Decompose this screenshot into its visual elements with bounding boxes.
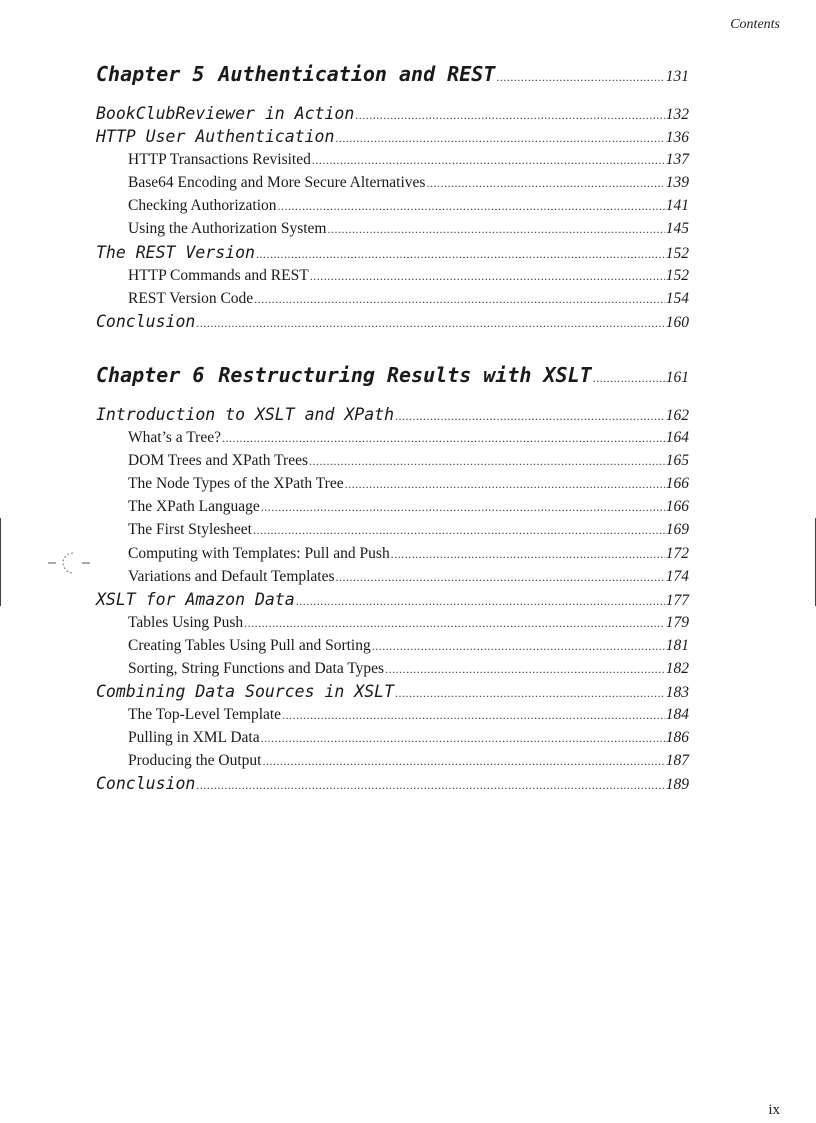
toc-entry[interactable] [96,680,689,703]
toc-subentry[interactable] [96,611,689,634]
toc-entry[interactable] [96,102,689,125]
dot-leader [372,635,665,658]
entry-page-number: 182 [665,659,689,677]
registration-mark [46,549,92,577]
dot-leader [593,371,665,386]
dot-leader [335,127,664,150]
entry-page-number: 166 [665,475,689,493]
toc-subentry[interactable] [96,703,689,726]
dot-leader [296,590,665,613]
toc-subentry[interactable] [96,518,689,541]
dot-leader [310,265,665,288]
entry-title: HTTP Transactions Revisited [128,151,311,169]
chapter-title: Authentication and REST [218,62,496,86]
toc-subentry[interactable] [96,565,689,588]
dot-leader [385,658,665,681]
entry-title: The XPath Language [128,498,260,516]
dot-leader [222,427,665,450]
toc-subentry[interactable] [96,542,689,565]
entry-page-number: 132 [665,106,689,123]
toc-subentry[interactable] [96,749,689,772]
entry-page-number: 136 [665,129,689,147]
entry-title: REST Version Code [128,289,254,307]
dot-leader [244,612,665,635]
entry-title: BookClubReviewer in Action [96,104,355,123]
dot-leader [261,496,665,519]
entry-page-number: 174 [665,567,689,585]
dot-leader [496,70,664,85]
entry-title: Variations and Default Templates [128,567,335,585]
entry-page-number: 141 [665,197,689,215]
entry-page-number: 165 [665,452,689,470]
entry-title: Using the Authorization System [128,220,327,238]
dot-leader [327,218,664,241]
entry-page-number: 160 [665,313,689,331]
entry-page-number: 164 [665,429,689,447]
entry-title: Pulling in XML Data [128,729,260,747]
entry-title: XSLT for Amazon Data [96,589,295,609]
entry-page-number: 189 [665,776,689,794]
entry-title: Introduction to XSLT and XPath [96,404,395,424]
entry-page-number: 179 [665,613,689,631]
toc-entry[interactable] [96,125,689,148]
entry-page-number: 162 [665,406,689,424]
toc-entry[interactable] [96,772,689,795]
entry-title: Base64 Encoding and More Secure Alternatives [128,174,426,192]
dot-leader [355,104,664,127]
toc-entry[interactable] [96,588,689,611]
entry-title: HTTP Commands and REST [128,266,309,284]
entry-page-number: 152 [665,266,689,284]
crop-mark-left [0,518,1,606]
dot-leader [261,727,665,750]
chapter-title: Restructuring Results with XSLT [218,362,592,387]
entry-page-number: 186 [665,729,689,747]
table-of-contents [96,60,689,796]
entry-title: The First Stylesheet [128,521,252,539]
entry-page-number: 181 [665,636,689,654]
toc-subentry[interactable] [96,495,689,518]
entry-page-number: 172 [665,544,689,562]
dot-leader [309,450,665,473]
entry-page-number: 187 [665,752,689,770]
entry-title: The Node Types of the XPath Tree [128,475,344,493]
toc-subentry[interactable] [96,657,689,680]
toc-subentry[interactable] [96,217,689,240]
entry-title: Checking Authorization [128,197,277,215]
entry-title: The REST Version [96,242,255,262]
entry-title: DOM Trees and XPath Trees [128,452,308,470]
dot-leader [254,288,665,311]
dot-leader [196,774,664,797]
chapter-heading[interactable] [96,62,689,92]
toc-entry[interactable] [96,241,689,264]
toc-subentry[interactable] [96,472,689,495]
chapter-number: Chapter 6 [96,362,205,387]
dot-leader [336,566,665,589]
dot-leader [253,519,665,542]
entry-title: Sorting, String Functions and Data Types [128,659,385,677]
dot-leader [426,172,664,195]
entry-page-number: 184 [665,706,689,724]
dot-leader [282,704,665,727]
toc-entry[interactable] [96,403,689,426]
dot-leader [395,682,665,705]
entry-page-number: 166 [665,498,689,516]
chapter-page-number: 131 [665,68,689,85]
entry-title: Conclusion [96,774,196,794]
entry-page-number: 154 [665,289,689,307]
toc-subentry[interactable] [96,264,689,287]
dot-leader [256,243,665,266]
entry-title: What’s a Tree? [128,429,221,447]
dot-leader [312,149,665,172]
toc-subentry[interactable] [96,634,689,657]
entry-page-number: 169 [665,521,689,539]
entry-page-number: 177 [665,591,689,609]
toc-subentry[interactable] [96,148,689,171]
toc-subentry[interactable] [96,449,689,472]
page-number: ix [768,1102,780,1118]
toc-subentry[interactable] [96,287,689,310]
toc-entry[interactable] [96,310,689,333]
dot-leader [262,750,664,773]
toc-subentry[interactable] [96,726,689,749]
entry-title: HTTP User Authentication [96,127,335,147]
entry-page-number: 139 [665,174,689,192]
toc-subentry[interactable] [96,194,689,217]
dot-leader [395,405,665,428]
entry-title: Combining Data Sources in XSLT [96,682,395,702]
running-head: Contents [730,17,780,32]
entry-title: Creating Tables Using Pull and Sorting [128,636,371,654]
entry-title: Computing with Templates: Pull and Push [128,544,390,562]
entry-title: Tables Using Push [128,613,244,631]
dot-leader [345,473,665,496]
chapter-heading[interactable] [96,363,689,393]
entry-page-number: 152 [665,244,689,262]
entry-title: Conclusion [96,311,196,331]
chapter-number: Chapter 5 [96,62,205,86]
chapter-page-number: 161 [665,368,689,386]
dot-leader [391,543,665,566]
entry-title: The Top-Level Template [128,706,282,724]
entry-page-number: 145 [665,220,689,238]
dot-leader [278,195,665,218]
toc-subentry[interactable] [96,171,689,194]
entry-title: Producing the Output [128,752,262,770]
entry-page-number: 137 [665,151,689,169]
entry-page-number: 183 [665,684,689,702]
toc-subentry[interactable] [96,426,689,449]
dot-leader [196,312,664,335]
